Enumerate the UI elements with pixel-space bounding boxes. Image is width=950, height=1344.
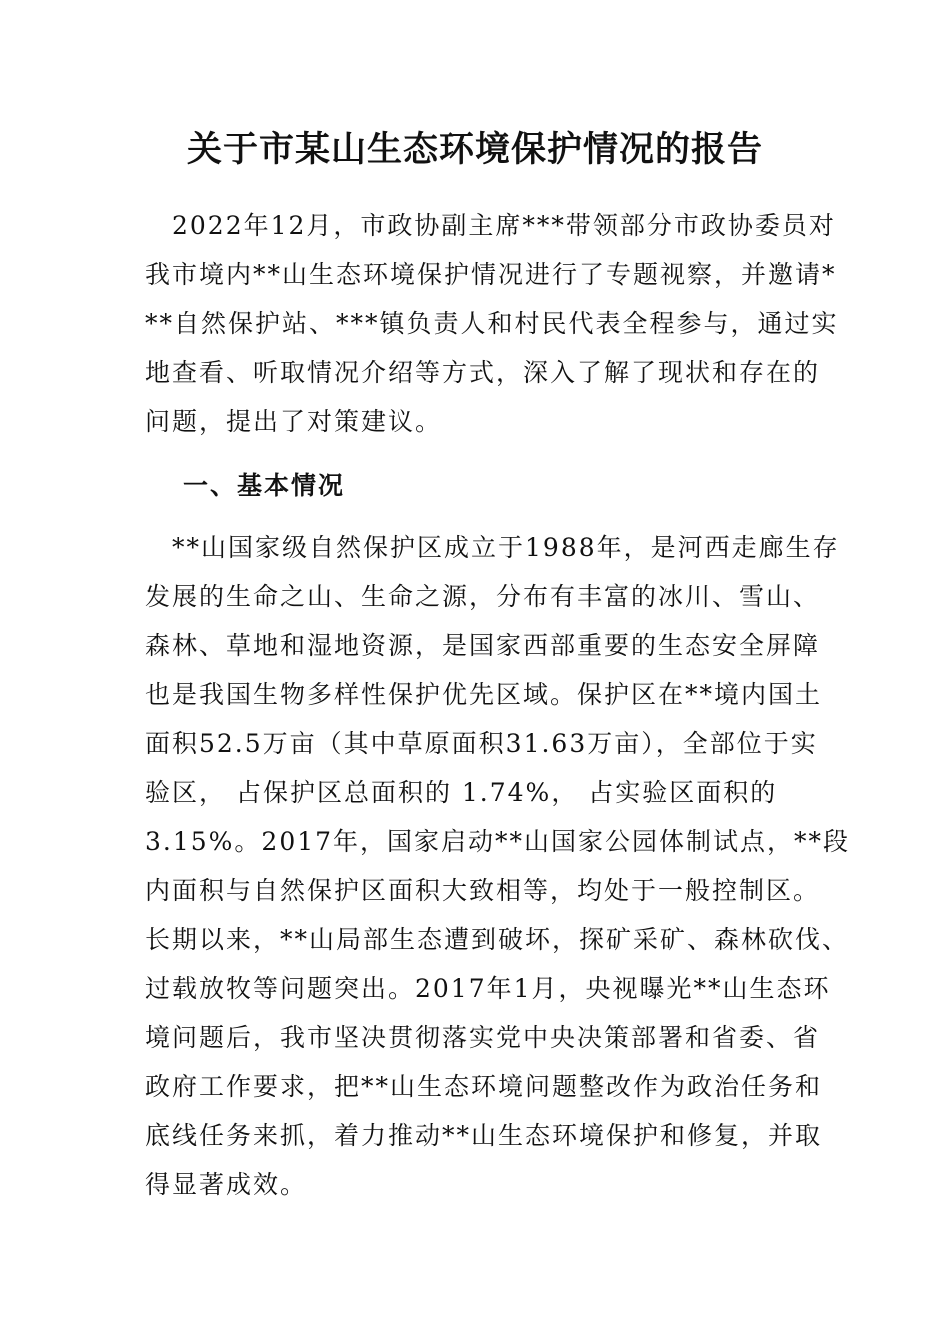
document-title: 关于市某山生态环境保护情况的报告 <box>186 129 763 170</box>
paragraph-line: 底线任务来抓，着力推动**山生态环境保护和修复，并取 <box>145 1121 823 1150</box>
paragraph-line: 验区， 占保护区总面积的 1.74%， 占实验区面积的 <box>145 778 778 807</box>
paragraph-line: 我市境内**山生态环境保护情况进行了专题视察，并邀请* <box>145 260 837 289</box>
paragraph-line: 过载放牧等问题突出。2017年1月，央视曝光**山生态环 <box>145 974 831 1003</box>
paragraph-line: 3.15%。2017年，国家启动**山国家公园体制试点，**段 <box>145 827 851 856</box>
paragraph-line: 面积52.5万亩（其中草原面积31.63万亩），全部位于实 <box>145 729 818 758</box>
paragraph-line: 长期以来，**山局部生态遭到破坏，探矿采矿、森林砍伐、 <box>145 925 850 954</box>
paragraph-line: 政府工作要求，把**山生态环境问题整改作为政治任务和 <box>145 1072 823 1101</box>
paragraph-line: 问题，提出了对策建议。 <box>145 407 443 436</box>
paragraph-line: 2022年12月，市政协副主席***带领部分市政协委员对 <box>145 211 836 240</box>
paragraph-line: 地查看、听取情况介绍等方式，深入了解了现状和存在的 <box>145 358 821 387</box>
paragraph-line: 内面积与自然保护区面积大致相等，均处于一般控制区。 <box>145 876 821 905</box>
paragraph-line: 发展的生命之山、生命之源，分布有丰富的冰川、雪山、 <box>145 582 821 611</box>
paragraph-line: 也是我国生物多样性保护优先区域。保护区在**境内国土 <box>145 680 823 709</box>
paragraph-line: 得显著成效。 <box>145 1170 308 1199</box>
intro-paragraph <box>145 201 839 446</box>
section-heading: 一、基本情况 <box>183 471 346 500</box>
paragraph-line: **自然保护站、***镇负责人和村民代表全程参与，通过实 <box>145 309 839 338</box>
paragraph-line: 森林、草地和湿地资源，是国家西部重要的生态安全屏障 <box>145 631 821 660</box>
paragraph-line: **山国家级自然保护区成立于1988年，是河西走廊生存 <box>145 533 840 562</box>
paragraph-line: 境问题后，我市坚决贯彻落实党中央决策部署和省委、省 <box>145 1023 821 1052</box>
basic-situation-paragraph <box>145 523 851 1209</box>
